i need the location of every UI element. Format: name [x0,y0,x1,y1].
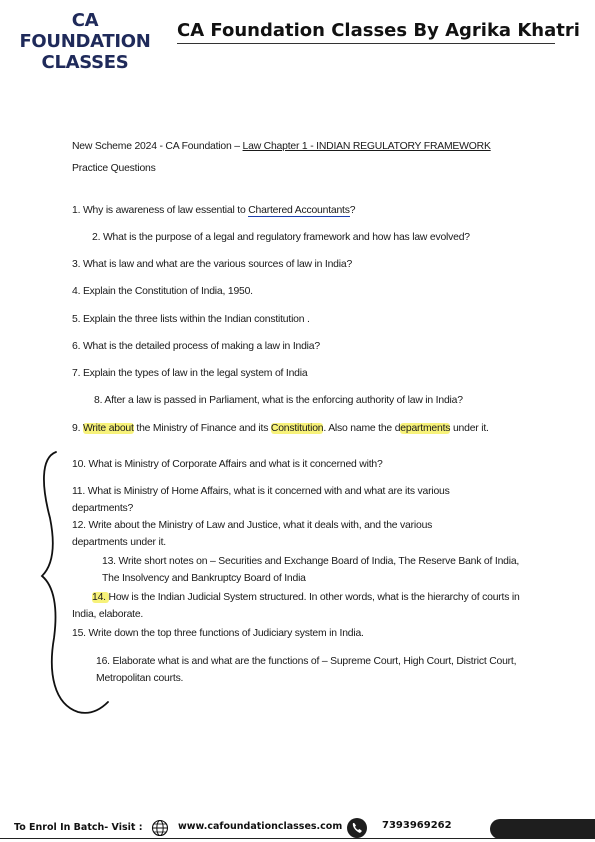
footer-phone-number[interactable]: 7393969262 [382,820,452,831]
q9-text-3: under it. [450,423,489,434]
q9-text-2: . Also name the d [323,423,401,434]
q9-number: 9. [72,423,83,434]
footer-line [0,838,500,839]
q1-end: ? [349,205,356,216]
page-header-title: CA Foundation Classes By Agrika Khatri [177,20,580,41]
question-12: 12. Write about the Ministry of Law and Justice, what it deals with, and the various departments under it. [72,520,433,548]
question-8: 8. After a law is passed in Parliament, what is the enforcing authority of law in India? [94,395,463,406]
question-1 [72,202,532,219]
footer-enrol-label: To Enrol In Batch- Visit : [14,822,143,833]
q1-underlined: Chartered Accountants [248,205,350,216]
q9-highlight-1: Write about [82,423,134,434]
question-6: 6. What is the detailed process of making a law in India? [72,341,320,352]
q14-number: 14. [92,592,109,603]
question-10: 10. What is Ministry of Corporate Affairs and what is it concerned with? [72,459,383,470]
question-5: 5. Explain the three lists within the Indian constitution . [72,314,310,325]
brand-logo [10,10,160,73]
heading-chapter: Law Chapter 1 - INDIAN REGULATORY FRAMEWORK [242,141,491,152]
question-4: 4. Explain the Constitution of India, 1950. [72,286,253,297]
question-9 [72,420,512,437]
question-13: 13. Write short notes on – Securities and Exchange Board of India, The Reserve Bank of India, The Insolvency and Bankruptcy Board of India [102,556,520,584]
footer-bar [0,817,595,839]
footer-black-tab [490,819,595,839]
question-16: 16. Elaborate what is and what are the functions of – Supreme Court, High Court, District Court, Metropolitan courts. [96,656,517,684]
header-divider [177,43,555,44]
document-heading [72,138,532,155]
q9-highlight-2: Constitution [270,423,324,434]
q9-highlight-3: epartments [400,423,451,434]
question-7: 7. Explain the types of law in the legal system of India [72,368,308,379]
footer-website-link[interactable]: www.cafoundationclasses.com [178,821,343,832]
handwritten-brace [28,448,118,718]
phone-icon [347,818,367,838]
document-subheading: Practice Questions [72,163,156,174]
globe-icon [151,819,169,837]
heading-prefix: New Scheme 2024 - CA Foundation – [72,141,243,152]
question-14 [72,589,527,623]
q1-text: 1. Why is awareness of law essential to [72,205,249,216]
logo-line-1: CA FOUNDATION [19,10,151,52]
question-2: 2. What is the purpose of a legal and regulatory framework and how has law evolved? [92,232,470,243]
logo-line-2: CLASSES [41,52,129,73]
question-3: 3. What is law and what are the various sources of law in India? [72,259,353,270]
q14-text: How is the Indian Judicial System structured. In other words, what is the hierarchy of courts in India, elaborate. [72,592,520,620]
question-11: 11. What is Ministry of Home Affairs, what is it concerned with and what are its various departments? [72,486,450,514]
q9-text-1: the Ministry of Finance and its [133,423,271,434]
question-15: 15. Write down the top three functions of Judiciary system in India. [72,628,364,639]
